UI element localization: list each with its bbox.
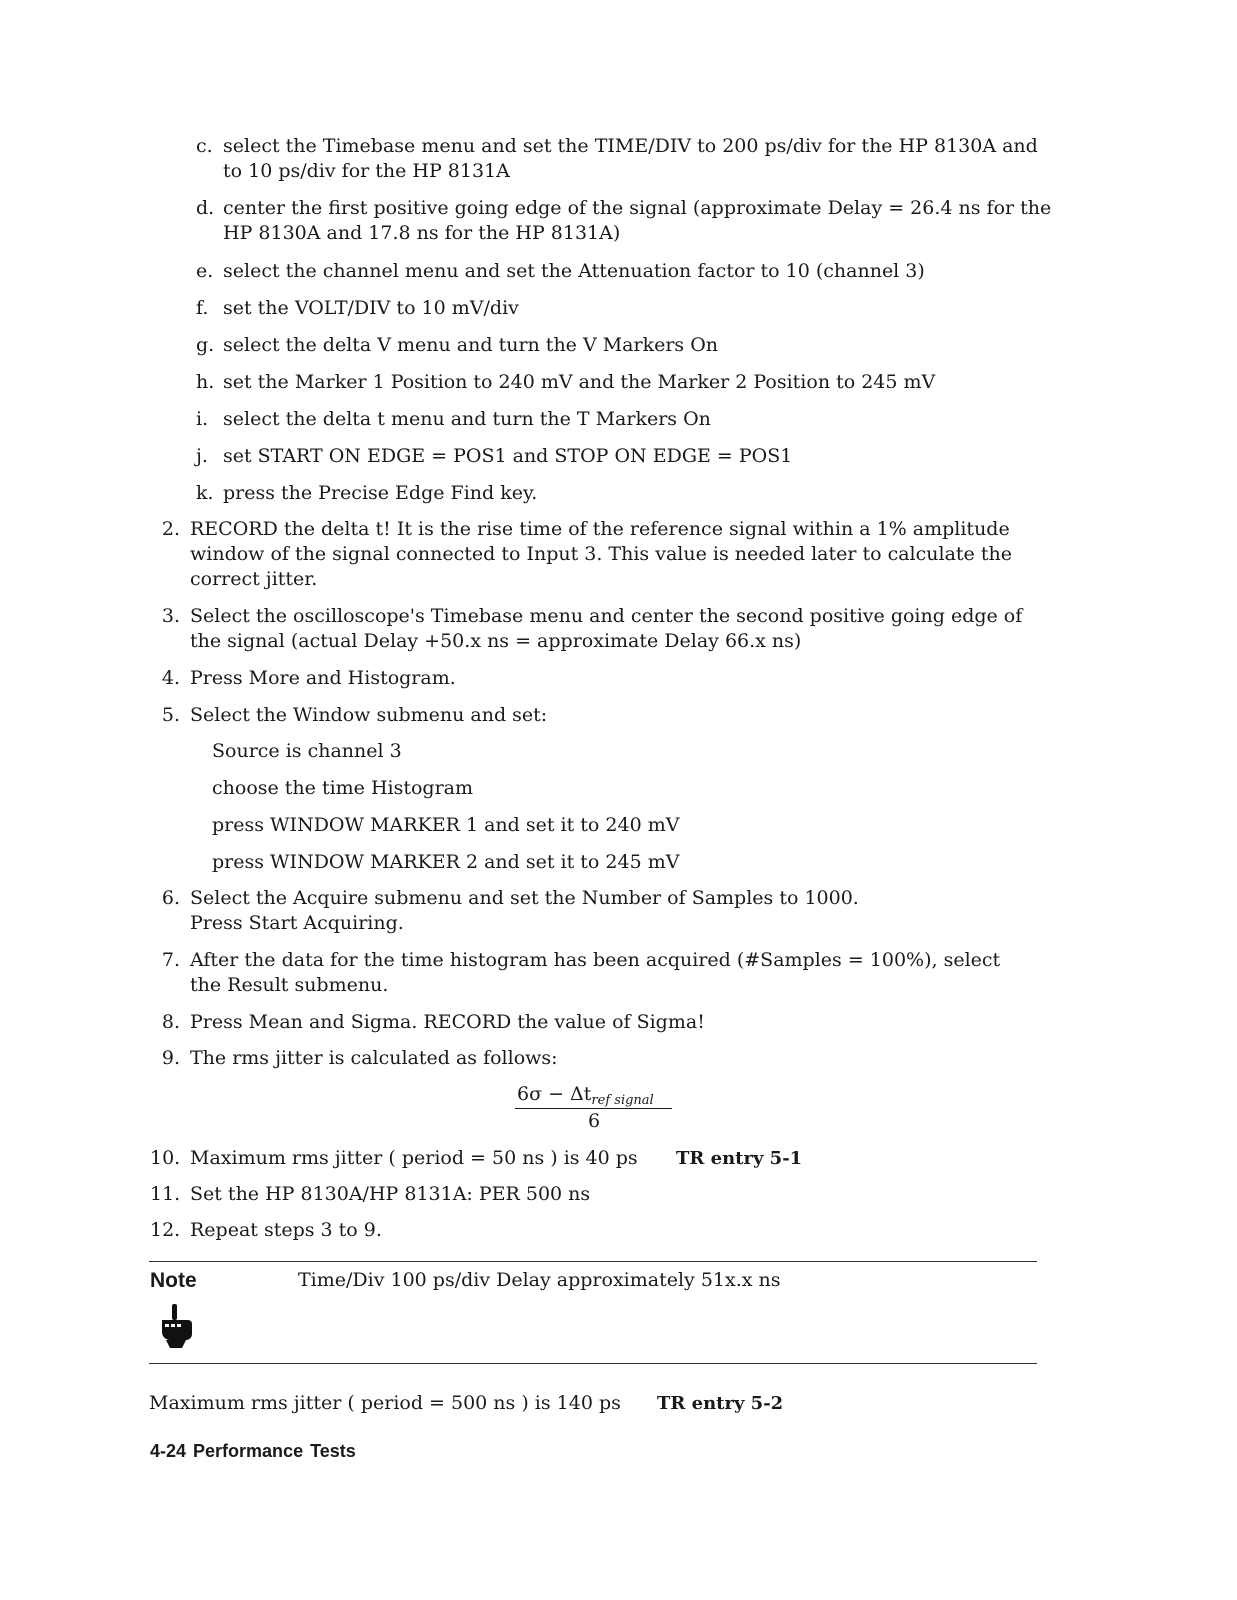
step-text: Press Mean and Sigma. RECORD the value of Sigma! [190, 1011, 705, 1033]
substep-label: d. [196, 197, 215, 219]
substep-label: c. [196, 135, 213, 157]
substep-text: set START ON EDGE = POS1 and STOP ON EDGE = POS1 [223, 445, 793, 467]
step-number: 8. [161, 1011, 180, 1033]
note-text: Time/Div 100 ps/div Delay approximately 51x.x ns [298, 1269, 781, 1291]
tr-entry-5-1: TR entry 5-1 [676, 1148, 803, 1169]
step-text: RECORD the delta t! It is the rise time of the reference signal within a 1% amplitude window of the signal connected to Input 3. This value is needed later to calculate the correct jitter. [190, 518, 1012, 590]
step-text: Select the oscilloscope's Timebase menu and center the second positive going edge of the signal (actual Delay +50.x ns = approximate Delay 66.x ns) [190, 605, 1023, 652]
substep-text: center the first positive going edge of the signal (approximate Delay = 26.4 ns for the HP 8130A and 17.8 ns for the HP 8131A) [223, 197, 1052, 244]
substep-label: h. [196, 371, 215, 393]
step-number: 2. [161, 518, 180, 540]
step-text: The rms jitter is calculated as follows: [190, 1047, 558, 1069]
substep-text: select the Timebase menu and set the TIME/DIV to 200 ps/div for the HP 8130A and to 10 ps/div for the HP 8131A [223, 135, 1038, 182]
step-text: Select the Acquire submenu and set the Number of Samples to 1000. [190, 887, 859, 909]
substep-text: set the VOLT/DIV to 10 mV/div [223, 297, 519, 319]
tr-entry-5-2: TR entry 5-2 [657, 1393, 784, 1414]
step-number: 6. [161, 887, 180, 909]
window-setting-histogram: choose the time Histogram [212, 777, 474, 799]
final-jitter-line: Maximum rms jitter ( period = 500 ns ) is 140 ps [149, 1392, 621, 1414]
step-number: 12. [150, 1219, 181, 1241]
formula-numerator-text: 6σ − Δt [517, 1083, 592, 1105]
step-text: Select the Window submenu and set: [190, 704, 548, 726]
substep-text: select the delta t menu and turn the T Markers On [223, 408, 711, 430]
substep-text: set the Marker 1 Position to 240 mV and the Marker 2 Position to 245 mV [223, 371, 936, 393]
window-setting-source: Source is channel 3 [212, 740, 402, 762]
step-number: 5. [161, 704, 180, 726]
substep-label: i. [196, 408, 209, 430]
substep-text: press the Precise Edge Find key. [223, 482, 538, 504]
step-number: 3. [161, 605, 180, 627]
substep-label: j. [196, 445, 208, 467]
step-number: 7. [161, 949, 180, 971]
step-text: Maximum rms jitter ( period = 50 ns ) is 40 ps [190, 1147, 638, 1169]
note-label: Note [150, 1269, 197, 1292]
note-top-rule [149, 1261, 1037, 1262]
step-6-continuation: Press Start Acquiring. [190, 912, 404, 934]
window-setting-marker-1: press WINDOW MARKER 1 and set it to 240 mV [212, 814, 680, 836]
pointing-hand-icon [156, 1302, 196, 1350]
step-text: After the data for the time histogram has been acquired (#Samples = 100%), select the Result submenu. [190, 949, 1001, 996]
substep-label: g. [196, 334, 215, 356]
formula-subscript: ref signal [591, 1093, 654, 1108]
window-setting-marker-2: press WINDOW MARKER 2 and set it to 245 mV [212, 851, 680, 873]
step-number: 10. [150, 1147, 181, 1169]
formula-denominator: 6 [588, 1110, 601, 1132]
jitter-formula [513, 1082, 673, 1134]
formula-numerator [517, 1082, 654, 1109]
substep-text: select the channel menu and set the Attenuation factor to 10 (channel 3) [223, 260, 925, 282]
substep-text: select the delta V menu and turn the V Markers On [223, 334, 719, 356]
step-text: Press More and Histogram. [190, 667, 456, 689]
step-number: 4. [161, 667, 180, 689]
page-footer: 4-24 Performance Tests [150, 1441, 356, 1461]
step-number: 11. [150, 1183, 181, 1205]
substep-label: k. [196, 482, 214, 504]
substep-label: f. [196, 297, 209, 319]
note-bottom-rule [149, 1363, 1037, 1364]
step-number: 9. [161, 1047, 180, 1069]
step-text: Repeat steps 3 to 9. [190, 1219, 382, 1241]
step-text: Set the HP 8130A/HP 8131A: PER 500 ns [190, 1183, 591, 1205]
substep-label: e. [196, 260, 214, 282]
